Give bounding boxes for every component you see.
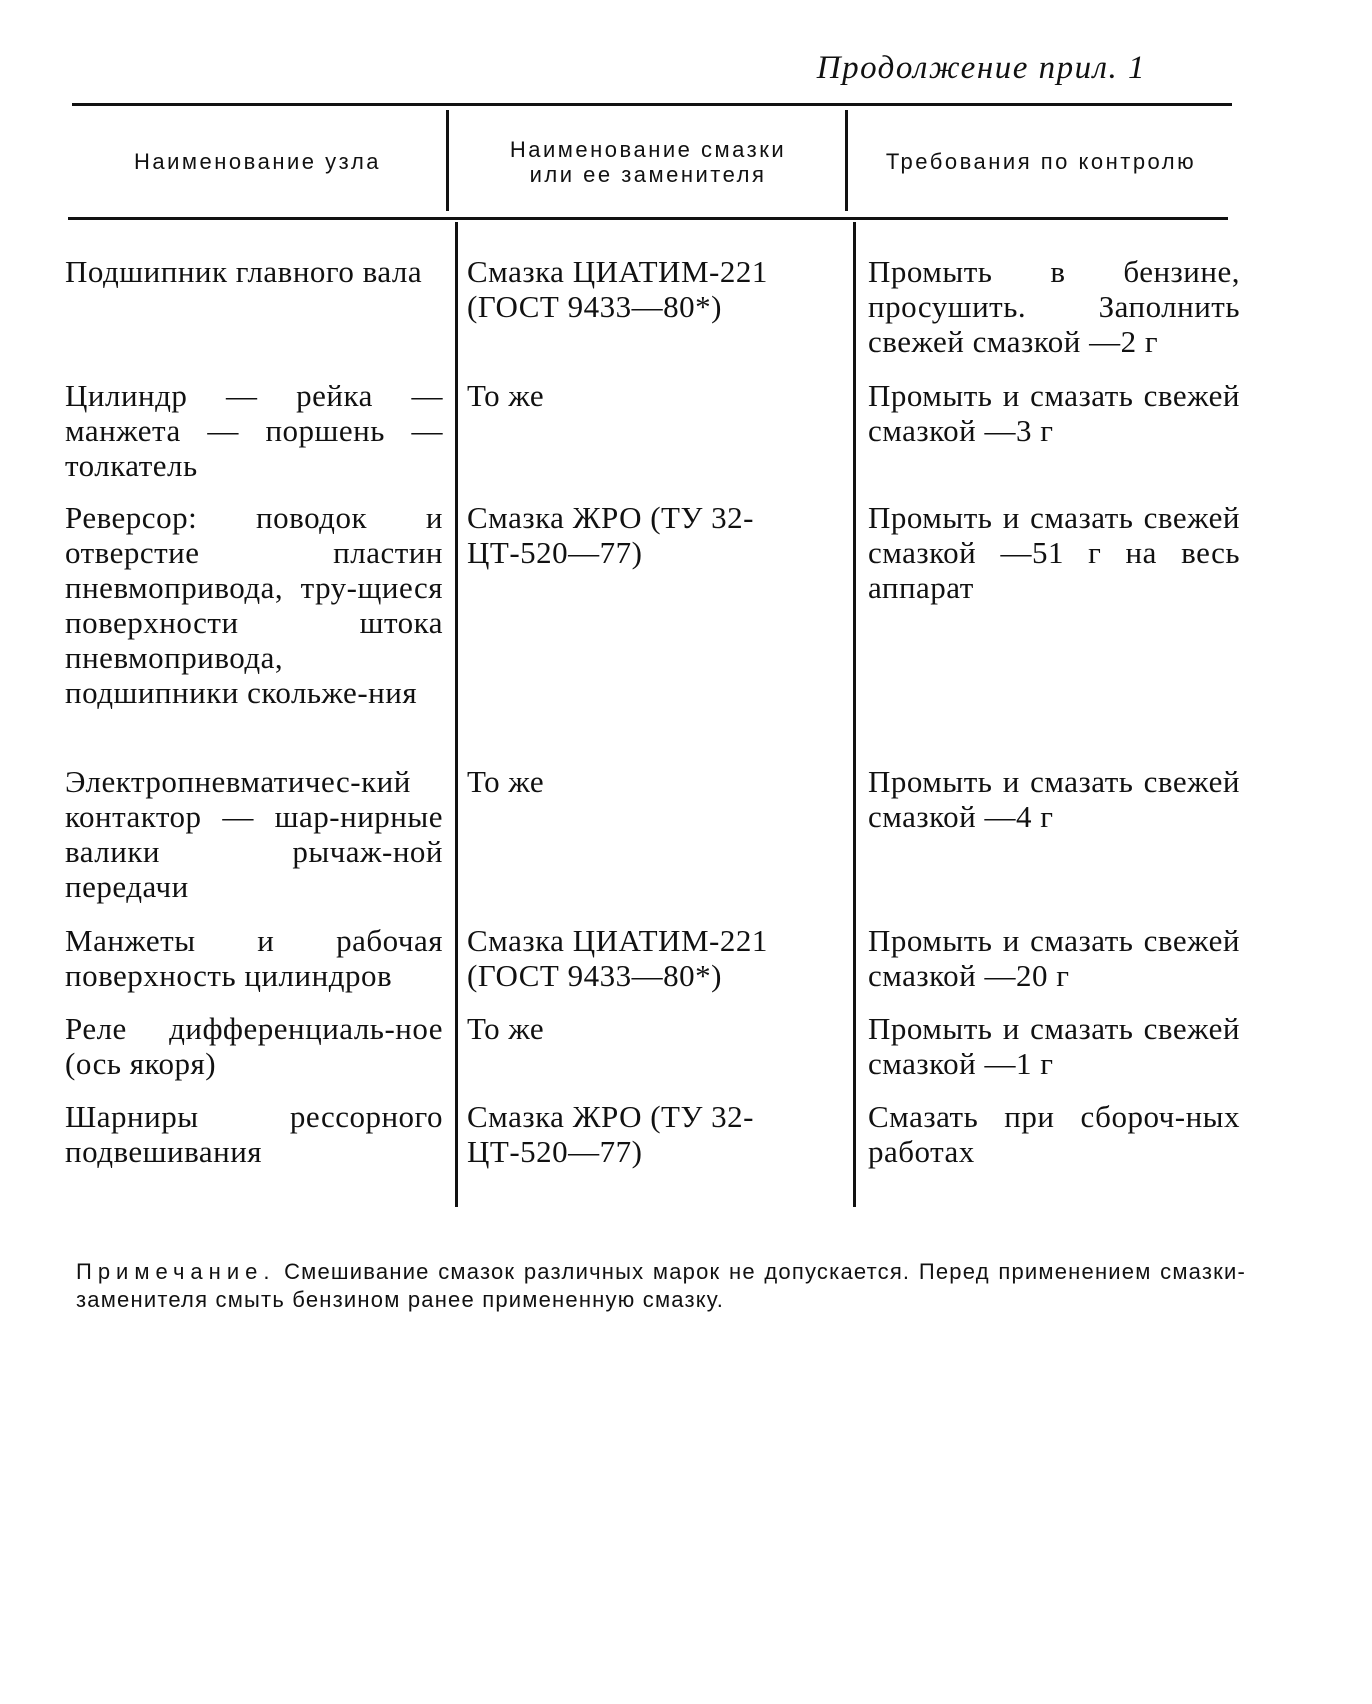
header-divider-1 — [446, 110, 449, 211]
cell-lubricant: То же — [467, 378, 545, 413]
footnote-label: Примечание. — [76, 1259, 276, 1284]
cell-control: Промыть и смазать свежей смазкой —20 г — [868, 923, 1240, 993]
header-unit: Наименование узла — [133, 149, 382, 175]
cell-unit: Шарниры рессорного подвешивания — [65, 1099, 443, 1169]
header-bottom-rule — [68, 217, 1228, 220]
cell-control: Смазать при сбороч-ных работах — [868, 1099, 1240, 1169]
header-control: Требования по контролю — [885, 149, 1197, 175]
cell-unit: Реверсор: поводок и отверстие пластин пневмопривода, тру-щиеся поверхности штока пневмопривода, подшипники скольже-ния — [65, 500, 443, 710]
cell-unit: Реле дифференциаль-ное (ось якоря) — [65, 1011, 443, 1081]
continuation-label: Продолжение прил. 1 — [816, 50, 1146, 86]
table-header — [70, 108, 1230, 216]
cell-unit: Электропневматичес-кий контактор — шар-нирные валики рычаж-ной передачи — [65, 764, 443, 904]
top-rule — [72, 103, 1232, 106]
cell-lubricant: То же — [467, 1011, 545, 1046]
cell-control: Промыть в бензине, просушить. Заполнить свежей смазкой —2 г — [868, 254, 1240, 359]
column-divider-1 — [455, 222, 458, 1207]
cell-unit: Цилиндр — рейка — манжета — поршень — толкатель — [65, 378, 443, 483]
cell-lubricant: Смазка ЖРО (ТУ 32-ЦТ-520—77) — [467, 500, 755, 570]
cell-control: Промыть и смазать свежей смазкой —3 г — [868, 378, 1240, 448]
header-lubricant: Наименование смазки или ее заменителя — [509, 136, 787, 187]
cell-lubricant: То же — [467, 764, 545, 799]
cell-control: Промыть и смазать свежей смазкой —51 г на весь аппарат — [868, 500, 1240, 605]
footnote-text: Смешивание смазок различных марок не допускается. Перед применением смазки-заменителя смыть бензином ранее примененную смазку. — [76, 1259, 1247, 1312]
cell-lubricant: Смазка ЦИАТИМ-221 (ГОСТ 9433—80*) — [467, 923, 768, 993]
cell-unit: Манжеты и рабочая поверхность цилиндров — [65, 923, 443, 993]
cell-unit: Подшипник главного вала — [65, 254, 423, 289]
header-divider-2 — [845, 110, 848, 211]
cell-lubricant: Смазка ЦИАТИМ-221 (ГОСТ 9433—80*) — [467, 254, 768, 324]
cell-control: Промыть и смазать свежей смазкой —4 г — [868, 764, 1240, 834]
footnote — [76, 1258, 1246, 1314]
column-divider-2 — [853, 222, 856, 1207]
cell-control: Промыть и смазать свежей смазкой —1 г — [868, 1011, 1240, 1081]
cell-lubricant: Смазка ЖРО (ТУ 32-ЦТ-520—77) — [467, 1099, 755, 1169]
